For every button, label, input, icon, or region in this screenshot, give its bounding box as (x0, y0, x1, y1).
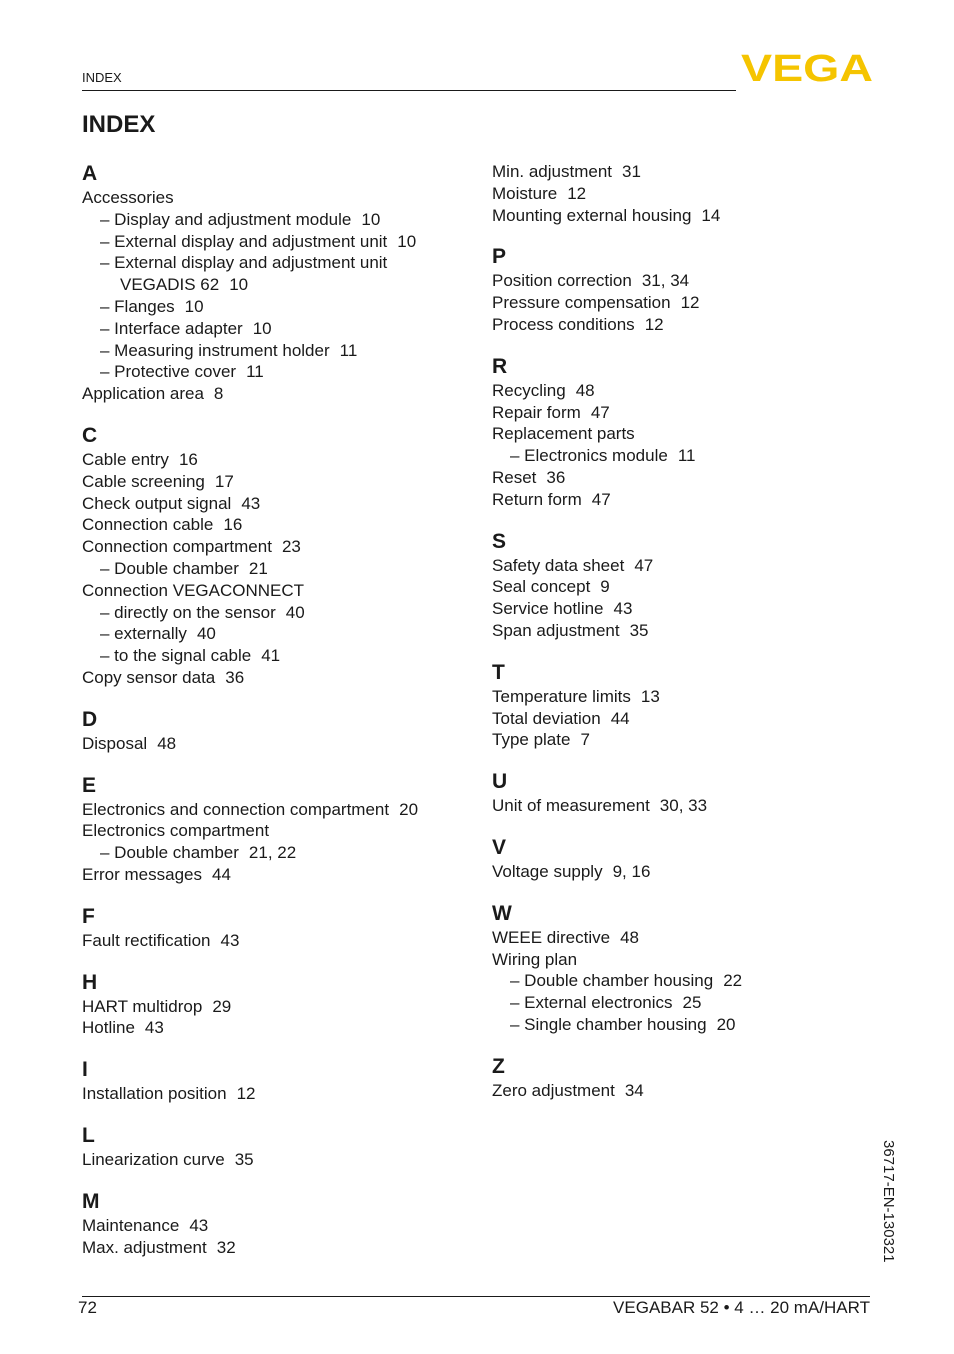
index-entry (492, 205, 892, 227)
entry-term: – externally (100, 624, 187, 644)
index-column-right (492, 161, 892, 1120)
index-entry (82, 361, 482, 383)
entry-term: Zero adjustment (492, 1080, 615, 1100)
entry-term: Cable entry (82, 449, 169, 469)
entry-term: Replacement parts (492, 424, 635, 444)
index-section (492, 161, 892, 226)
entry-term: – Flanges (100, 296, 175, 316)
section-letter: I (82, 1058, 88, 1082)
index-entry (82, 274, 482, 296)
index-entry (82, 187, 482, 209)
entry-pages: 9 (600, 577, 610, 597)
entry-pages: 48 (575, 380, 595, 400)
header-label: INDEX (82, 70, 122, 85)
entry-pages: 43 (144, 1018, 164, 1038)
index-section (492, 1054, 892, 1102)
entry-term: – to the signal cable (100, 646, 252, 666)
index-entry (492, 1014, 892, 1036)
entry-pages: 35 (234, 1149, 254, 1169)
vega-logo (741, 52, 873, 84)
entry-term: Service hotline (492, 599, 604, 619)
entry-pages: 10 (184, 296, 204, 316)
section-letter: D (82, 707, 98, 731)
section-letter: H (82, 970, 98, 994)
entry-term: – Protective cover (100, 362, 237, 382)
entry-term: Error messages (82, 864, 202, 884)
entry-pages: 9, 16 (612, 861, 651, 881)
index-section (492, 769, 892, 817)
entry-pages: 31, 34 (641, 271, 690, 291)
entry-term: Process conditions (492, 314, 635, 334)
index-entry (492, 970, 892, 992)
index-entry (82, 449, 482, 471)
entry-term: – Interface adapter (100, 318, 243, 338)
entry-pages: 21 (248, 558, 268, 578)
entry-pages: 35 (629, 620, 649, 640)
entry-pages: 44 (211, 864, 231, 884)
index-entry (492, 380, 892, 402)
index-entry (82, 514, 482, 536)
entry-term: WEEE directive (492, 927, 611, 947)
section-letter: F (82, 904, 95, 928)
index-section (82, 904, 482, 952)
document-id: 36717-EN-130321 (880, 1140, 897, 1263)
entry-term: Maintenance (82, 1215, 180, 1235)
index-entry (492, 708, 892, 730)
entry-pages: 48 (620, 927, 640, 947)
entry-term: Repair form (492, 402, 581, 422)
section-letter: P (492, 245, 507, 269)
entry-term: Return form (492, 489, 582, 509)
index-entry (492, 161, 892, 183)
index-entry (82, 996, 482, 1018)
vega-logo-text: VEGA (741, 52, 873, 84)
index-entry (82, 318, 482, 340)
entry-term: Installation position (82, 1084, 227, 1104)
index-entry (82, 209, 482, 231)
index-entry (82, 1215, 482, 1237)
index-entry (492, 686, 892, 708)
entry-pages: 43 (220, 930, 240, 950)
index-entry (82, 231, 482, 253)
index-entry (82, 1017, 482, 1039)
index-section (82, 423, 482, 689)
index-section (82, 161, 482, 405)
index-entry (492, 949, 892, 971)
index-column-left (82, 161, 482, 1276)
entry-pages: 47 (590, 402, 610, 422)
entry-term: Hotline (82, 1018, 135, 1038)
entry-term: Electronics compartment (82, 821, 270, 841)
entry-pages: 25 (682, 993, 702, 1013)
index-entry (492, 555, 892, 577)
index-entry (82, 667, 482, 689)
entry-pages: 12 (644, 314, 664, 334)
index-entry (492, 795, 892, 817)
entry-term: – External electronics (510, 993, 673, 1013)
entry-pages: 11 (677, 446, 696, 466)
entry-pages: 10 (397, 231, 417, 251)
index-entry (82, 383, 482, 405)
entry-pages: 13 (640, 686, 660, 706)
index-entry (492, 270, 892, 292)
entry-term: Wiring plan (492, 949, 578, 969)
entry-term: Connection VEGACONNECT (82, 580, 305, 600)
index-entry (492, 927, 892, 949)
index-entry (492, 992, 892, 1014)
section-letter: Z (492, 1054, 505, 1078)
index-section (492, 901, 892, 1036)
entry-term: Recycling (492, 380, 566, 400)
index-section (82, 1057, 482, 1105)
footer-rule (82, 1296, 870, 1297)
entry-pages: 22 (723, 971, 743, 991)
index-section (492, 354, 892, 511)
entry-pages: 29 (212, 996, 232, 1016)
entry-term: Disposal (82, 733, 148, 753)
entry-term: Pressure compensation (492, 293, 671, 313)
index-section (82, 773, 482, 886)
entry-term: Check output signal (82, 493, 232, 513)
entry-pages: 47 (591, 489, 611, 509)
section-letter: W (492, 901, 512, 925)
index-entry (82, 1149, 482, 1171)
index-section (82, 1189, 482, 1259)
index-entry (492, 402, 892, 424)
entry-term: Copy sensor data (82, 667, 216, 687)
entry-pages: 48 (157, 733, 177, 753)
index-section (492, 835, 892, 883)
entry-pages: 47 (634, 555, 654, 575)
entry-term: VEGADIS 62 (120, 275, 220, 295)
index-entry (82, 252, 482, 274)
index-entry (82, 930, 482, 952)
index-entry (492, 314, 892, 336)
index-entry (82, 842, 482, 864)
index-entry (82, 602, 482, 624)
index-section (82, 970, 482, 1040)
entry-term: Electronics and connection compartment (82, 799, 390, 819)
index-entry (82, 471, 482, 493)
index-section (492, 660, 892, 751)
section-letter: S (492, 529, 507, 553)
section-letter: L (82, 1123, 95, 1147)
entry-pages: 20 (716, 1014, 736, 1034)
index-entry (82, 580, 482, 602)
index-entry (82, 536, 482, 558)
entry-pages: 40 (196, 624, 216, 644)
header-rule (82, 90, 736, 91)
entry-term: Total deviation (492, 708, 601, 728)
entry-term: Moisture (492, 183, 558, 203)
entry-pages: 10 (252, 318, 272, 338)
entry-pages: 34 (624, 1080, 644, 1100)
entry-term: HART multidrop (82, 996, 203, 1016)
entry-pages: 17 (214, 471, 234, 491)
entry-term: Min. adjustment (492, 162, 612, 181)
index-section (492, 244, 892, 335)
index-entry (82, 645, 482, 667)
entry-pages: 14 (701, 205, 721, 225)
entry-pages: 20 (399, 799, 419, 819)
section-letter: U (492, 770, 508, 794)
index-entry (492, 489, 892, 511)
index-section (492, 529, 892, 642)
entry-term: – Measuring instrument holder (100, 340, 330, 360)
index-entry (82, 1237, 482, 1259)
entry-term: – Electronics module (510, 446, 668, 466)
page-number: 72 (78, 1298, 97, 1317)
entry-term: Unit of measurement (492, 796, 650, 816)
entry-pages: 30, 33 (659, 796, 708, 816)
section-letter: E (82, 773, 97, 797)
entry-pages: 7 (580, 730, 590, 750)
index-entry (492, 598, 892, 620)
entry-pages: 31 (622, 162, 641, 181)
entry-term: Voltage supply (492, 861, 603, 881)
section-letter: M (82, 1189, 100, 1213)
entry-pages: 32 (216, 1237, 236, 1257)
index-entry (492, 183, 892, 205)
entry-term: Span adjustment (492, 620, 620, 640)
index-entry (82, 623, 482, 645)
index-section (82, 1123, 482, 1171)
entry-term: Position correction (492, 271, 632, 291)
index-entry (492, 1080, 892, 1102)
index-entry (82, 799, 482, 821)
entry-pages: 11 (339, 340, 358, 360)
entry-term: – Double chamber housing (510, 971, 714, 991)
entry-term: – External display and adjustment unit (100, 253, 388, 273)
index-entry (82, 820, 482, 842)
section-letter: V (492, 835, 507, 859)
entry-pages: 12 (236, 1084, 256, 1104)
index-entry (82, 1083, 482, 1105)
entry-term: Temperature limits (492, 686, 631, 706)
entry-pages: 36 (225, 667, 245, 687)
product-name: VEGABAR 52 • 4 … 20 mA/HART (613, 1298, 870, 1317)
index-entry (82, 733, 482, 755)
entry-pages: 41 (261, 646, 281, 666)
section-letter: T (492, 660, 505, 684)
entry-pages: 36 (546, 467, 566, 487)
entry-pages: 10 (229, 275, 249, 295)
entry-pages: 43 (241, 493, 261, 513)
page-title: INDEX (82, 111, 156, 138)
index-section (82, 707, 482, 755)
entry-pages: 10 (361, 209, 381, 229)
entry-term: Cable screening (82, 471, 205, 491)
entry-pages: 21, 22 (248, 843, 297, 863)
entry-term: – Display and adjustment module (100, 209, 352, 229)
entry-term: Max. adjustment (82, 1237, 207, 1257)
index-entry (492, 445, 892, 467)
entry-term: Type plate (492, 730, 571, 750)
index-entry (492, 423, 892, 445)
entry-term: Linearization curve (82, 1149, 225, 1169)
entry-pages: 11 (246, 362, 264, 382)
section-letter: R (492, 354, 508, 378)
entry-pages: 23 (281, 537, 301, 557)
index-entry (492, 292, 892, 314)
entry-term: Seal concept (492, 577, 591, 597)
entry-term: Mounting external housing (492, 205, 692, 225)
section-letter: A (82, 162, 98, 185)
index-entry (492, 576, 892, 598)
index-entry (82, 864, 482, 886)
entry-term: Safety data sheet (492, 555, 625, 575)
index-entry (492, 861, 892, 883)
entry-term: Reset (492, 467, 537, 487)
entry-term: – directly on the sensor (100, 602, 276, 622)
entry-term: Connection cable (82, 515, 214, 535)
entry-pages: 16 (178, 449, 198, 469)
index-entry (492, 620, 892, 642)
index-entry (82, 558, 482, 580)
entry-term: – Double chamber (100, 843, 239, 863)
entry-pages: 16 (223, 515, 243, 535)
entry-pages: 12 (567, 183, 587, 203)
section-letter: C (82, 423, 98, 447)
index-entry (82, 493, 482, 515)
entry-pages: 44 (610, 708, 630, 728)
entry-term: Application area (82, 384, 204, 404)
entry-term: – Double chamber (100, 558, 239, 578)
entry-term: – Single chamber housing (510, 1014, 707, 1034)
entry-term: Accessories (82, 188, 174, 207)
index-entry (492, 467, 892, 489)
entry-pages: 43 (613, 599, 633, 619)
entry-pages: 12 (680, 293, 700, 313)
entry-term: Fault rectification (82, 930, 211, 950)
entry-pages: 8 (213, 384, 224, 404)
index-entry (492, 729, 892, 751)
index-entry (82, 296, 482, 318)
index-entry (82, 340, 482, 362)
entry-pages: 43 (189, 1215, 209, 1235)
entry-term: – External display and adjustment unit (100, 231, 388, 251)
entry-term: Connection compartment (82, 537, 272, 557)
entry-pages: 40 (285, 602, 305, 622)
